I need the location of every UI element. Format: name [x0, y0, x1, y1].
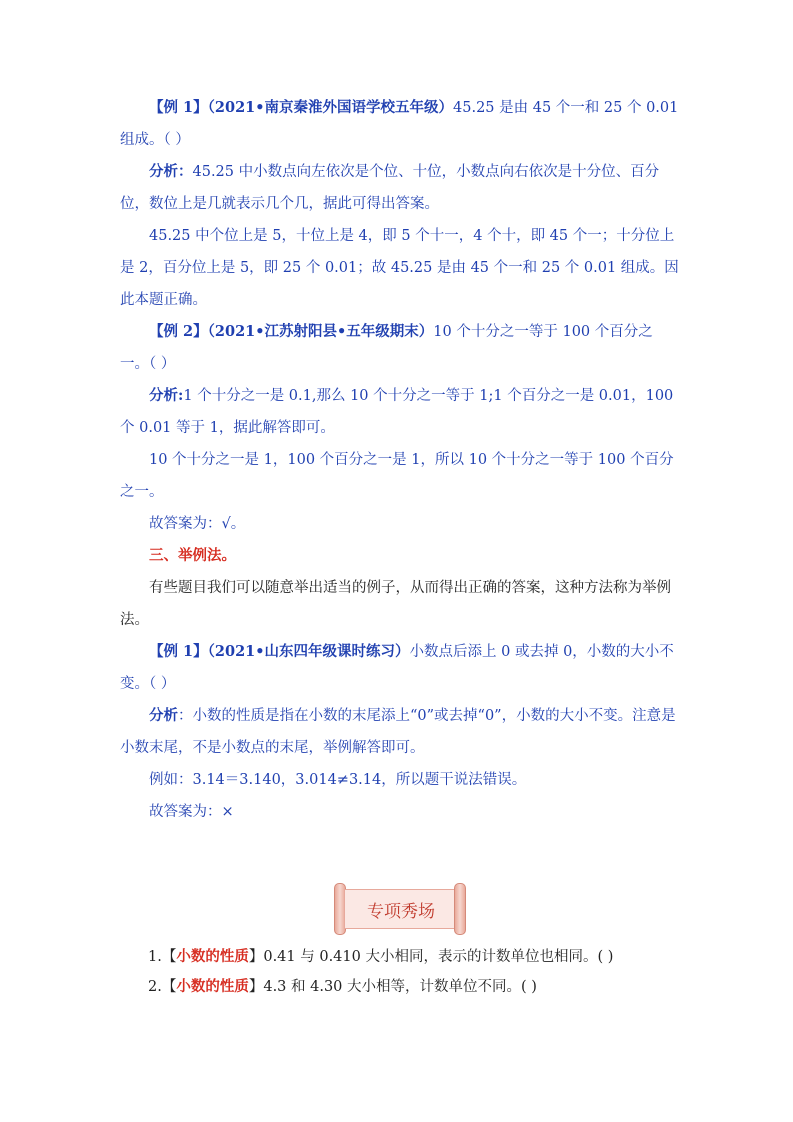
topic-tag: 小数的性质 [176, 948, 249, 965]
item-text: 0.41 与 0.410 大小相同，表示的计数单位也相同。( ) [263, 949, 614, 965]
analysis-label: 分析： [149, 163, 193, 180]
example-1-question [120, 92, 680, 156]
question-text: 10 个十分之一等于 100 个百分之一。（ ） [120, 324, 653, 372]
section-banner [334, 883, 466, 933]
example-2-answer: 故答案为：√。 [149, 516, 246, 532]
example-2-analysis [120, 380, 680, 444]
example-2-solution: 10 个十分之一是 1，100 个百分之一是 1，所以 10 个十分之一等于 100 个百分之一。 [120, 452, 674, 500]
example-3-question [120, 636, 680, 700]
item-number: 1. [148, 949, 162, 965]
example-1-analysis [120, 156, 680, 220]
analysis-label: 分析 [149, 707, 178, 724]
example-3-example: 例如：3.14＝3.140，3.014≠3.14，所以题干说法错误。 [149, 772, 527, 788]
analysis-text: ：小数的性质是指在小数的末尾添上“0”或去掉“0”，小数的大小不变。注意是小数末尾，不是小数点的末尾，举例解答即可。 [120, 708, 676, 756]
document-body [120, 92, 680, 828]
example-3-answer: 故答案为：× [149, 804, 234, 820]
example-label: 【例 1】 [149, 99, 208, 116]
analysis-text: 45.25 中小数点向左依次是个位、十位，小数点向右依次是十分位、百分位，数位上是几就表示几个几，据此可得出答案。 [120, 164, 660, 212]
question-text: 45.25 是由 45 个一和 25 个 0.01 组成。（ ） [120, 100, 679, 148]
practice-item [148, 972, 708, 1002]
analysis-label: 分析: [149, 387, 184, 404]
example-2-question [120, 316, 680, 380]
scroll-right-ornament [454, 883, 466, 935]
example-label: 【例 1】 [149, 643, 208, 660]
practice-list [148, 942, 708, 1002]
analysis-text: 1 个十分之一是 0.1,那么 10 个十分之一等于 1;1 个百分之一是 0.01，100 个 0.01 等于 1，据此解答即可。 [120, 388, 674, 436]
section-title: 三、举例法。 [149, 547, 236, 564]
item-number: 2. [148, 979, 162, 995]
banner-title: 专项秀场 [344, 889, 458, 929]
example-1-solution: 45.25 中个位上是 5，十位上是 4，即 5 个十一，4 个十，即 45 个一；十分位上是 2，百分位上是 5，即 25 个 0.01；故 45.25 是由 45 个一和 25 个 0.01 组成。因此本题正确。 [120, 228, 679, 308]
example-source: （2021•江苏射阳县•五年级期末） [207, 323, 434, 340]
tag-bracket-close: 】 [248, 949, 264, 965]
tag-bracket-open: 【 [161, 979, 177, 995]
topic-tag: 小数的性质 [176, 978, 249, 995]
section-description: 有些题目我们可以随意举出适当的例子，从而得出正确的答案，这种方法称为举例法。 [120, 580, 671, 628]
question-text: 小数点后添上 0 或去掉 0，小数的大小不变。（ ） [120, 644, 674, 692]
tag-bracket-close: 】 [248, 979, 264, 995]
example-source: （2021•山东四年级课时练习） [207, 643, 410, 660]
tag-bracket-open: 【 [161, 949, 177, 965]
item-text: 4.3 和 4.30 大小相等，计数单位不同。( ) [263, 979, 537, 995]
example-3-analysis [120, 700, 680, 764]
example-label: 【例 2】 [149, 323, 208, 340]
practice-item [148, 942, 708, 972]
example-source: （2021•南京秦淮外国语学校五年级） [207, 99, 454, 116]
